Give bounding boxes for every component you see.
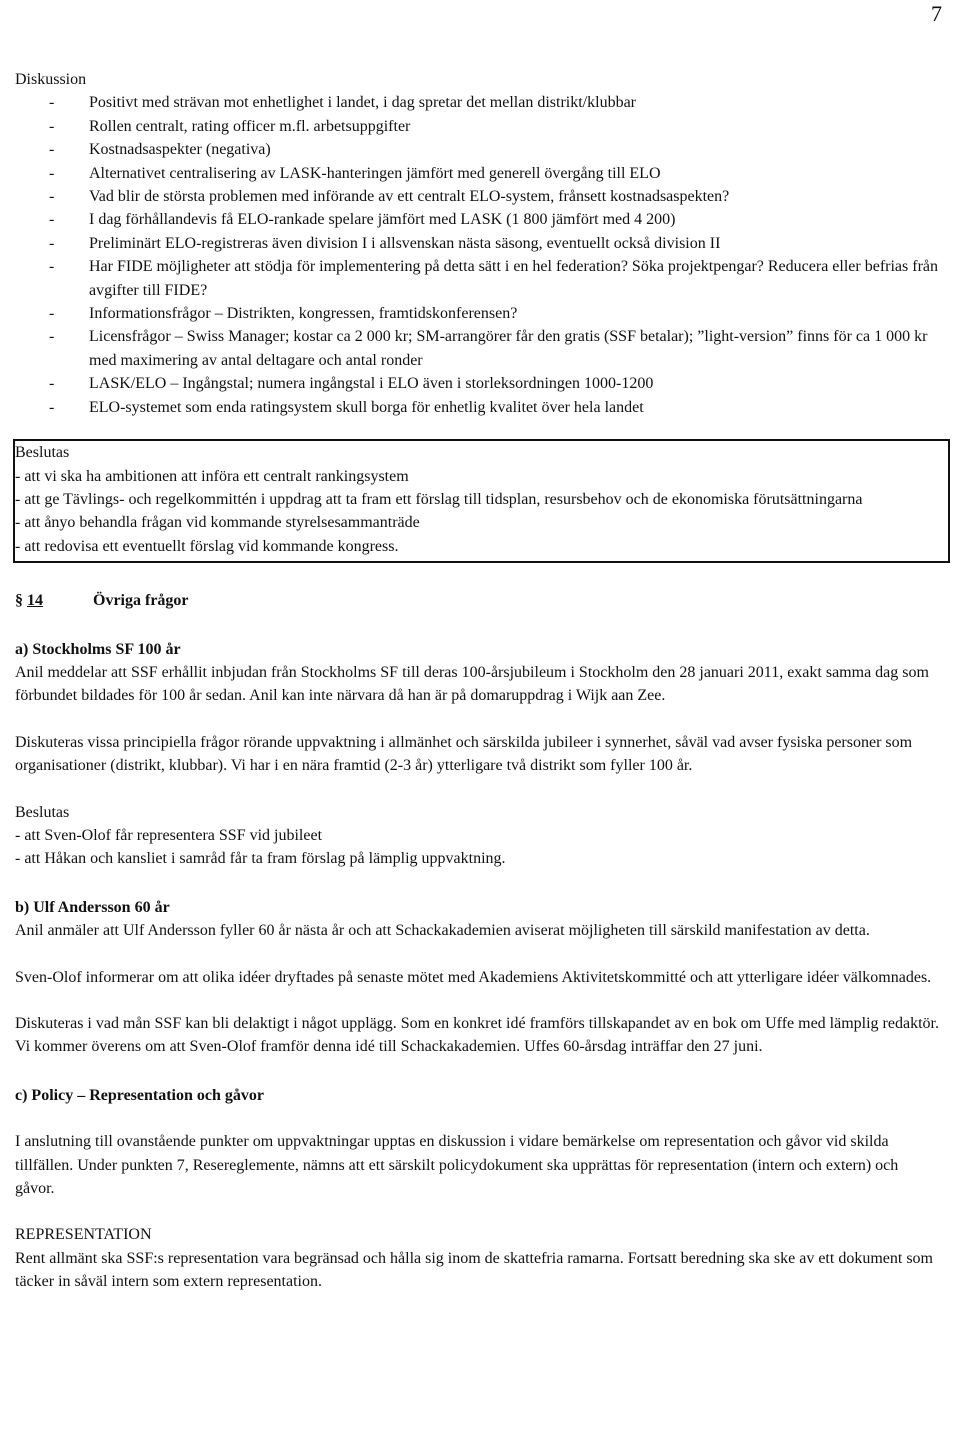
discussion-item [15,396,940,419]
paragraph: Diskuteras i vad mån SSF kan bli delaktigt i något upplägg. Som en konkret idé framförs tillskapandet av en bok om Uffe med lämplig redaktör. Vi kommer överens om att Sven-Olof framför denna idé till Schackakademien. Uffes 60-årsdag inträffar den 27 juni. [15,1015,939,1056]
paragraph: Sven-Olof informerar om att olika idéer dryftades på senaste mötet med Akademiens Aktivitetskommitté och att ytterligare idéer välkomnades. [15,968,932,986]
discussion-heading: Diskussion [15,71,87,88]
decision-line: - att redovisa ett eventuellt förslag vid kommande kongress. [15,537,399,555]
decision-line: - att Håkan och kansliet i samråd får ta fram förslag på lämplig uppvaktning. [15,850,506,868]
list-dash: - [49,328,55,346]
decision-block [15,801,940,871]
discussion-item-text: Alternativet centralisering av LASK-hanteringen jämfört med generell övergång till ELO [89,164,661,182]
discussion-item-text: Har FIDE möjligheter att stödja för implementering på detta sätt i en hel federation? Söka projektpengar? Reducera eller befrias från avgifter till FIDE? [89,258,938,299]
representation-heading: REPRESENTATION [15,1226,152,1244]
section-number: 14 [27,592,43,610]
discussion-item [15,255,940,302]
list-dash: - [49,398,55,416]
discussion-item [15,208,940,231]
subsection-a [15,638,940,871]
paragraph: I anslutning till ovanstående punkter om uppvaktningar upptas en diskussion i vidare bemärkelse om representation och gåvor vid skilda tillfällen. Under punkten 7, Resereglemente, nämns att ett särskilt policydokument ska upprättas för representation (intern och extern) och gåvor. [15,1133,899,1198]
discussion-section [15,68,940,419]
decision-heading: Beslutas [15,803,70,821]
discussion-item [15,162,940,185]
discussion-item [15,232,940,255]
list-dash: - [49,375,55,393]
section-title: Övriga frågor [93,592,189,610]
discussion-item [15,325,940,372]
section-sign: § [15,592,23,610]
decision-line: - att Sven-Olof får representera SSF vid jubileet [15,826,323,844]
decision-box [13,439,950,563]
list-dash: - [49,141,55,159]
page-number: 7 [931,1,942,26]
decision-line: - att ge Tävlings- och regelkommittén i uppdrag att ta fram ett förslag till tidsplan, resursbehov och de ekonomiska förutsättningarna [15,490,863,508]
discussion-item-text: LASK/ELO – Ingångstal; numera ingångstal i ELO även i storleksordningen 1000-1200 [89,375,654,393]
decision-heading: Beslutas [15,444,70,462]
discussion-item-text: Licensfrågor – Swiss Manager; kostar ca 2 000 kr; SM-arrangörer får den gratis (SSF betalar); ”light-version” finns för ca 1 000 kr med maximering av antal deltagare och antal ronder [89,328,928,369]
list-dash: - [49,234,55,252]
discussion-list [15,91,940,419]
discussion-item [15,372,940,395]
paragraph: Diskuteras vissa principiella frågor rörande uppvaktning i allmänhet och särskilda jubileer i synnerhet, såväl vad avser fysiska personer som organisationer (distrikt, klubbar). Vi har i en nära framtid (2-3 år) ytterligare två distrikt som fyller 100 år. [15,733,913,775]
paragraph: Anil meddelar att SSF erhållit inbjudan från Stockholms SF till deras 100-årsjubileum i Stockholm den 28 januari 2011, exakt samma dag som förbundet bildades för 100 år sedan. Anil kan inte närvara då han är på domaruppdrag i Wijk aan Zee. [15,663,929,705]
section-heading [15,589,940,612]
paragraph: Anil anmäler att Ulf Andersson fyller 60 år nästa år och att Schackakademien aviserat möjligheten till särskild manifestation av detta. [15,922,870,940]
paragraph: Rent allmänt ska SSF:s representation vara begränsad och hålla sig inom de skattefria ramarna. Fortsatt beredning ska ske av ett dokument som täcker in såväl intern som extern representation. [15,1249,933,1291]
decision-line: - att ånyo behandla frågan vid kommande styrelsesammanträde [15,514,420,532]
list-dash: - [49,211,55,229]
discussion-item-text: I dag förhållandevis få ELO-rankade spelare jämfört med LASK (1 800 jämfört med 4 200) [89,211,676,229]
list-dash: - [49,117,55,135]
subsection-heading: c) Policy – Representation och gåvor [15,1086,264,1104]
subsection-heading: a) Stockholms SF 100 år [15,640,181,658]
discussion-item-text: Kostnadsaspekter (negativa) [89,141,271,159]
list-dash: - [49,164,55,182]
discussion-item-text: Vad blir de största problemen med införande av ett centralt ELO-system, frånsett kostnadsaspekten? [89,188,730,206]
subsection-b [15,896,940,1059]
discussion-item-text: Positivt med strävan mot enhetlighet i landet, i dag spretar det mellan distrikt/klubbar [89,94,636,112]
discussion-item [15,302,940,325]
subsection-c [15,1084,940,1294]
section-14 [15,589,940,1294]
decision-line: - att vi ska ha ambitionen att införa ett centralt rankingsystem [15,467,409,485]
discussion-item [15,138,940,161]
discussion-item-text: Preliminärt ELO-registreras även division I i allsvenskan nästa säsong, eventuellt också division II [89,234,721,252]
list-dash: - [49,258,55,276]
discussion-item [15,91,940,114]
discussion-item [15,185,940,208]
list-dash: - [49,94,55,112]
discussion-item-text: ELO-systemet som enda ratingsystem skull borga för enhetlig kvalitet över hela landet [89,398,644,416]
document-body [15,68,940,1294]
discussion-item-text: Rollen centralt, rating officer m.fl. arbetsuppgifter [89,117,411,135]
subsection-heading: b) Ulf Andersson 60 år [15,898,170,916]
discussion-item [15,115,940,138]
discussion-item-text: Informationsfrågor – Distrikten, kongressen, framtidskonferensen? [89,305,518,323]
list-dash: - [49,188,55,206]
list-dash: - [49,305,55,323]
